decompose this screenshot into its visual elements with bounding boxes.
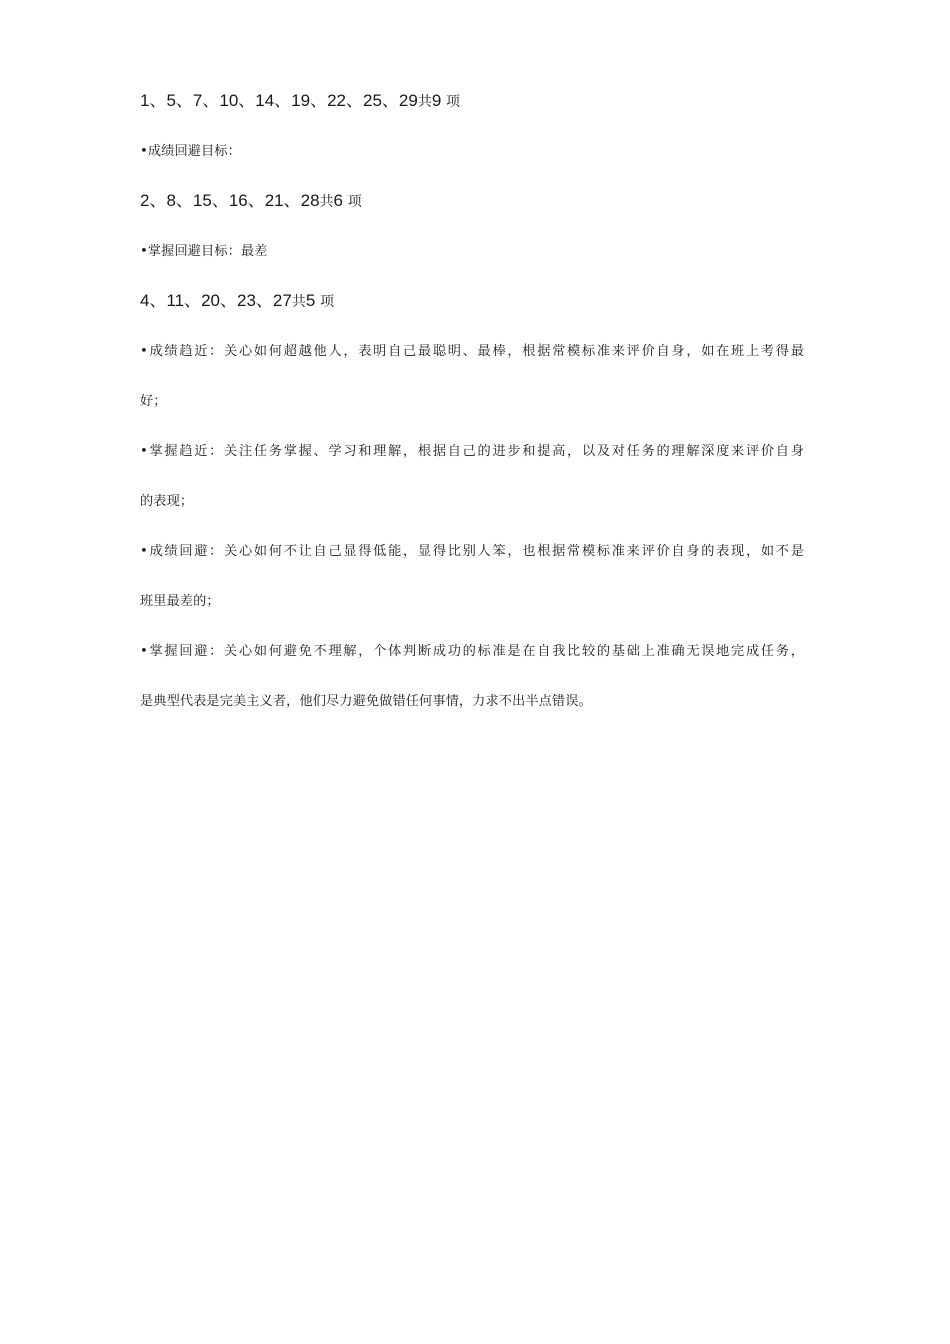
paragraph-mastery-avoidance-line-1: •掌握回避：关心如何避免不理解，个体判断成功的标准是在自我比较的基础上准确无误地完成任务， (140, 644, 804, 659)
gong-label: 共 (319, 194, 334, 210)
item-count: 6 (333, 191, 344, 210)
heading-performance-avoidance-goal: •成绩回避目标： (140, 144, 241, 159)
item-numbers: 4、11、20、23、27 (140, 291, 292, 310)
paragraph-mastery-avoidance-line-2: 是典型代表是完美主义者，他们尽力避免做错任何事情，力求不出半点错误。 (140, 694, 592, 709)
item-list-line-1 (140, 90, 460, 113)
heading-mastery-avoidance-goal: •掌握回避目标：最差 (140, 244, 268, 259)
item-count: 9 (431, 91, 442, 110)
item-numbers: 1、5、7、10、14、19、22、25、29 (140, 91, 418, 110)
item-list-line-3 (140, 290, 334, 313)
gong-label: 共 (291, 294, 306, 310)
paragraph-performance-approach-line-2: 好； (140, 394, 167, 409)
gong-label: 共 (417, 94, 432, 110)
item-numbers: 2、8、15、16、21、28 (140, 191, 320, 210)
paragraph-performance-approach-line-1: •成绩趋近：关心如何超越他人，表明自己最聪明、最棒，根据常模标准来评价自身，如在班上考得最 (140, 344, 804, 359)
paragraph-mastery-approach-line-1: •掌握趋近：关注任务掌握、学习和理解，根据自己的进步和提高，以及对任务的理解深度来评价自身 (140, 444, 804, 459)
xiang-label: 项 (446, 94, 461, 110)
paragraph-performance-avoidance-line-2: 班里最差的； (140, 594, 220, 609)
paragraph-performance-avoidance-line-1: •成绩回避：关心如何不让自己显得低能，显得比别人笨，也根据常模标准来评价自身的表现，如不是 (140, 544, 804, 559)
paragraph-mastery-approach-line-2: 的表现； (140, 494, 194, 509)
xiang-label: 项 (320, 294, 335, 310)
item-list-line-2 (140, 190, 362, 213)
xiang-label: 项 (347, 194, 362, 210)
item-count: 5 (305, 291, 316, 310)
